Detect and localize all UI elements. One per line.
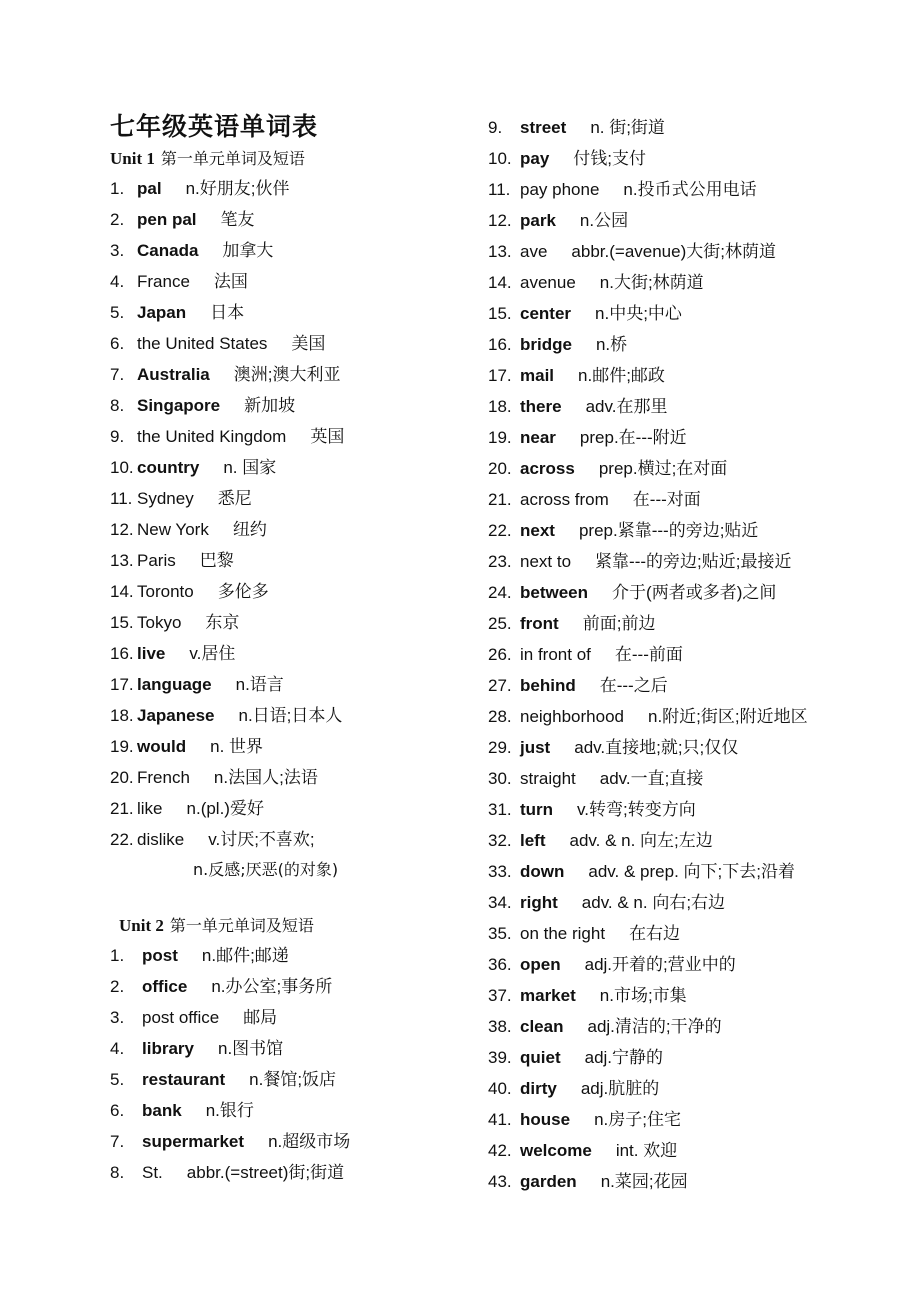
item-number: 29.: [488, 738, 512, 757]
page-title: 七年级英语单词表: [110, 112, 319, 141]
item-definition: 在右边: [629, 924, 681, 943]
item-definition: adv.直接地;就;只;仅仅: [574, 738, 739, 757]
item-word: near: [520, 428, 556, 447]
unit1-item-22-continuation: [193, 859, 338, 881]
item-word: across from: [520, 490, 609, 509]
item-number: 6.: [110, 1101, 125, 1120]
unit1-item-9: [110, 426, 344, 448]
unit2-item-1: [110, 945, 289, 967]
item-word: ave: [520, 242, 548, 261]
item-word: right: [520, 893, 558, 912]
unit1-heading: [110, 149, 305, 169]
unit2-item-r-24: [488, 830, 713, 852]
item-number: 43.: [488, 1172, 512, 1191]
item-word: turn: [520, 800, 554, 819]
item-number: 19.: [110, 737, 134, 756]
item-number: 16.: [488, 335, 512, 354]
item-definition: adj.宁静的: [584, 1048, 664, 1067]
item-definition: v.居住: [189, 644, 236, 663]
item-number: 37.: [488, 986, 512, 1005]
item-definition: adv.在那里: [585, 397, 668, 416]
item-definition: 在---前面: [614, 645, 683, 664]
unit2-item-r-14: [488, 520, 758, 542]
item-definition: n.大街;林荫道: [599, 273, 704, 292]
item-word: quiet: [520, 1048, 561, 1067]
unit2-item-5: [110, 1069, 336, 1091]
item-definition: 法国: [213, 272, 248, 291]
item-word: language: [137, 675, 212, 694]
item-word: on the right: [520, 924, 606, 943]
item-word: welcome: [520, 1141, 592, 1160]
item-definition: 美国: [291, 334, 326, 353]
item-number: 17.: [488, 366, 512, 385]
unit1-heading-text: 第一单元单词及短语: [160, 149, 305, 168]
item-word: down: [520, 862, 565, 881]
unit1-item-22: [110, 829, 315, 851]
unit1-item-3: [110, 240, 273, 262]
item-word: French: [137, 768, 190, 787]
item-word: Sydney: [137, 489, 194, 508]
unit2-heading: [119, 916, 314, 936]
item-word: street: [520, 118, 567, 137]
item-definition: 笔友: [220, 210, 255, 229]
item-definition: 东京: [205, 613, 240, 632]
item-definition: n.邮件;邮递: [201, 946, 289, 965]
item-definition: adj.肮脏的: [580, 1079, 660, 1098]
item-definition: n.日语;日本人: [238, 706, 343, 725]
unit2-item-r-10: [488, 396, 667, 418]
item-number: 7.: [110, 365, 125, 384]
unit1-item-21: [110, 798, 264, 820]
item-definition: 巴黎: [199, 551, 234, 570]
item-definition: abbr.(=avenue)大街;林荫道: [571, 242, 776, 261]
unit2-item-2: [110, 976, 332, 998]
unit2-item-r-2: [488, 148, 646, 170]
item-number: 4.: [110, 1039, 125, 1058]
unit1-item-14: [110, 581, 269, 603]
item-number: 15.: [488, 304, 512, 323]
unit2-item-r-34: [488, 1140, 677, 1162]
item-number: 16.: [110, 644, 134, 663]
item-number: 21.: [110, 799, 134, 818]
unit2-item-r-30: [488, 1016, 722, 1038]
item-word: front: [520, 614, 559, 633]
item-word: pen pal: [137, 210, 197, 229]
item-word: left: [520, 831, 546, 850]
item-definition: 前面;前边: [582, 614, 656, 633]
item-number: 25.: [488, 614, 512, 633]
unit2-item-r-35: [488, 1171, 688, 1193]
item-word: pay phone: [520, 180, 600, 199]
item-word: dislike: [137, 830, 185, 849]
item-word: pay: [520, 149, 550, 168]
item-definition: n.公园: [579, 211, 629, 230]
unit2-item-r-21: [488, 737, 738, 759]
item-definition: int. 欢迎: [615, 1141, 678, 1160]
item-number: 34.: [488, 893, 512, 912]
item-number: 11.: [110, 489, 133, 508]
unit2-item-r-23: [488, 799, 696, 821]
item-number: 42.: [488, 1141, 512, 1160]
item-definition: n.桥: [595, 335, 628, 354]
unit2-item-r-13: [488, 489, 701, 511]
unit2-item-r-8: [488, 334, 627, 356]
item-word: behind: [520, 676, 576, 695]
item-definition: n.邮件;邮政: [578, 366, 665, 385]
item-word: next: [520, 521, 555, 540]
item-definition: 在---对面: [632, 490, 701, 509]
item-number: 10.: [488, 149, 512, 168]
item-number: 21.: [488, 490, 512, 509]
unit2-item-r-25: [488, 861, 795, 883]
item-definition: n.图书馆: [217, 1039, 284, 1058]
item-word: garden: [520, 1172, 577, 1191]
item-number: 8.: [110, 1163, 125, 1182]
item-number: 20.: [110, 768, 134, 787]
item-number: 20.: [488, 459, 512, 478]
item-definition: n.语言: [235, 675, 284, 694]
unit1-item-8: [110, 395, 295, 417]
item-word: neighborhood: [520, 707, 624, 726]
unit1-item-11: [110, 488, 252, 510]
item-word: there: [520, 397, 562, 416]
item-number: 41.: [488, 1110, 512, 1129]
item-definition: n. 街;街道: [590, 118, 665, 137]
unit2-item-r-15: [488, 551, 791, 573]
item-number: 23.: [488, 552, 512, 571]
item-number: 13.: [488, 242, 512, 261]
item-number: 36.: [488, 955, 512, 974]
continuation-text: n.反感;厌恶(的对象): [193, 860, 339, 879]
item-number: 14.: [110, 582, 134, 601]
item-number: 2.: [110, 977, 125, 996]
item-definition: 介于(两者或多者)之间: [612, 583, 777, 602]
item-number: 15.: [110, 613, 134, 632]
unit1-item-10: [110, 457, 276, 479]
unit1-item-6: [110, 333, 325, 355]
unit2-item-r-4: [488, 210, 628, 232]
item-number: 7.: [110, 1132, 125, 1151]
item-number: 39.: [488, 1048, 512, 1067]
item-number: 11.: [488, 180, 511, 199]
unit2-item-r-22: [488, 768, 703, 790]
unit2-item-r-28: [488, 954, 736, 976]
item-definition: n.菜园;花园: [600, 1172, 688, 1191]
unit2-item-7: [110, 1131, 350, 1153]
unit2-item-8: [110, 1162, 344, 1184]
item-word: pal: [137, 179, 162, 198]
unit2-item-3: [110, 1007, 277, 1029]
unit1-item-19: [110, 736, 263, 758]
item-definition: n.附近;街区;附近地区: [647, 707, 808, 726]
item-number: 1.: [110, 946, 125, 965]
unit2-heading-text: 第一单元单词及短语: [169, 916, 314, 935]
unit2-item-r-3: [488, 179, 757, 201]
item-number: 8.: [110, 396, 125, 415]
item-definition: v.讨厌;不喜欢;: [208, 830, 315, 849]
unit1-item-4: [110, 271, 248, 293]
item-definition: 纽约: [232, 520, 267, 539]
item-number: 18.: [488, 397, 512, 416]
item-definition: 多伦多: [217, 582, 269, 601]
item-definition: 付钱;支付: [573, 149, 647, 168]
item-number: 19.: [488, 428, 512, 447]
item-number: 32.: [488, 831, 512, 850]
unit2-item-r-19: [488, 675, 668, 697]
item-word: mail: [520, 366, 555, 385]
item-word: Tokyo: [137, 613, 182, 632]
item-word: bridge: [520, 335, 572, 354]
item-word: supermarket: [142, 1132, 245, 1151]
item-number: 28.: [488, 707, 512, 726]
unit1-item-12: [110, 519, 267, 541]
unit2-item-r-1: [488, 117, 665, 139]
unit1-item-5: [110, 302, 244, 324]
unit1-item-1: [110, 178, 289, 200]
item-word: across: [520, 459, 575, 478]
item-definition: n.中央;中心: [595, 304, 682, 323]
item-word: would: [137, 737, 187, 756]
item-word: park: [520, 211, 556, 230]
unit2-item-4: [110, 1038, 283, 1060]
item-number: 1.: [110, 179, 125, 198]
unit2-item-r-33: [488, 1109, 681, 1131]
item-number: 30.: [488, 769, 512, 788]
item-word: live: [137, 644, 166, 663]
item-definition: n.市场;市集: [599, 986, 687, 1005]
item-word: the United States: [137, 334, 268, 353]
item-definition: 邮局: [243, 1008, 278, 1027]
item-word: house: [520, 1110, 571, 1129]
item-definition: n.(pl.)爱好: [186, 799, 264, 818]
item-word: just: [520, 738, 551, 757]
item-number: 18.: [110, 706, 134, 725]
item-definition: prep.横过;在对面: [598, 459, 728, 478]
unit2-item-r-7: [488, 303, 682, 325]
unit2-item-r-12: [488, 458, 727, 480]
unit1-item-15: [110, 612, 239, 634]
item-word: avenue: [520, 273, 576, 292]
item-word: Canada: [137, 241, 199, 260]
unit2-item-r-27: [488, 923, 680, 945]
item-definition: prep.紧靠---的旁边;贴近: [578, 521, 759, 540]
item-definition: 在---之后: [599, 676, 668, 695]
item-word: next to: [520, 552, 572, 571]
item-definition: n.好朋友;伙伴: [185, 179, 290, 198]
item-number: 24.: [488, 583, 512, 602]
item-number: 3.: [110, 241, 125, 260]
item-word: in front of: [520, 645, 591, 664]
item-number: 14.: [488, 273, 512, 292]
unit1-label: Unit 1: [110, 149, 155, 168]
item-definition: n. 世界: [210, 737, 264, 756]
item-definition: n.银行: [205, 1101, 254, 1120]
unit2-item-r-17: [488, 613, 655, 635]
item-number: 31.: [488, 800, 512, 819]
item-word: market: [520, 986, 576, 1005]
item-number: 5.: [110, 303, 125, 322]
unit2-item-6: [110, 1100, 254, 1122]
item-word: dirty: [520, 1079, 557, 1098]
item-definition: 悉尼: [217, 489, 252, 508]
item-word: between: [520, 583, 589, 602]
item-word: center: [520, 304, 572, 323]
item-number: 12.: [110, 520, 134, 539]
unit2-item-r-11: [488, 427, 687, 449]
item-word: New York: [137, 520, 209, 539]
item-definition: 英国: [310, 427, 345, 446]
item-definition: abbr.(=street)街;街道: [186, 1163, 345, 1182]
item-word: restaurant: [142, 1070, 226, 1089]
item-number: 17.: [110, 675, 134, 694]
item-definition: n.办公室;事务所: [211, 977, 333, 996]
item-number: 38.: [488, 1017, 512, 1036]
item-definition: n.餐馆;饭店: [249, 1070, 337, 1089]
item-number: 9.: [110, 427, 125, 446]
item-word: clean: [520, 1017, 564, 1036]
item-number: 5.: [110, 1070, 125, 1089]
unit2-item-r-20: [488, 706, 808, 728]
unit2-item-r-26: [488, 892, 725, 914]
unit2-item-r-29: [488, 985, 687, 1007]
item-definition: adv. & n. 向右;右边: [581, 893, 726, 912]
unit1-item-20: [110, 767, 318, 789]
unit1-item-13: [110, 550, 234, 572]
unit1-item-7: [110, 364, 340, 386]
unit1-item-2: [110, 209, 255, 231]
item-word: open: [520, 955, 561, 974]
unit2-item-r-18: [488, 644, 683, 666]
item-word: bank: [142, 1101, 182, 1120]
item-definition: adv. & prep. 向下;下去;沿着: [588, 862, 795, 881]
item-word: Paris: [137, 551, 176, 570]
unit2-item-r-16: [488, 582, 776, 604]
item-definition: n.法国人;法语: [213, 768, 318, 787]
item-definition: n.房子;住宅: [594, 1110, 681, 1129]
unit2-label: Unit 2: [119, 916, 164, 935]
item-number: 27.: [488, 676, 512, 695]
item-word: St.: [142, 1163, 163, 1182]
item-word: France: [137, 272, 190, 291]
item-word: post: [142, 946, 178, 965]
item-number: 13.: [110, 551, 134, 570]
item-word: library: [142, 1039, 194, 1058]
item-number: 33.: [488, 862, 512, 881]
item-definition: 加拿大: [222, 241, 274, 260]
unit2-item-r-9: [488, 365, 665, 387]
item-word: like: [137, 799, 163, 818]
item-definition: 紧靠---的旁边;贴近;最接近: [595, 552, 792, 571]
item-number: 12.: [488, 211, 512, 230]
item-word: country: [137, 458, 200, 477]
item-number: 3.: [110, 1008, 125, 1027]
item-number: 22.: [110, 830, 134, 849]
item-word: Australia: [137, 365, 210, 384]
unit1-item-17: [110, 674, 284, 696]
unit1-item-16: [110, 643, 235, 665]
item-word: office: [142, 977, 188, 996]
item-definition: 澳洲;澳大利亚: [233, 365, 341, 384]
item-word: straight: [520, 769, 576, 788]
item-definition: adv.一直;直接: [599, 769, 704, 788]
item-word: the United Kingdom: [137, 427, 287, 446]
item-word: Singapore: [137, 396, 221, 415]
item-definition: prep.在---附近: [579, 428, 687, 447]
item-number: 26.: [488, 645, 512, 664]
item-word: Japan: [137, 303, 187, 322]
unit2-item-r-31: [488, 1047, 663, 1069]
item-number: 10.: [110, 458, 134, 477]
item-number: 2.: [110, 210, 125, 229]
item-definition: n.投币式公用电话: [623, 180, 757, 199]
item-definition: 新加坡: [244, 396, 296, 415]
item-definition: 日本: [210, 303, 245, 322]
item-definition: adv. & n. 向左;左边: [569, 831, 713, 850]
item-definition: adj.清洁的;干净的: [587, 1017, 722, 1036]
unit2-item-r-5: [488, 241, 776, 263]
item-definition: n.超级市场: [268, 1132, 351, 1151]
item-word: Toronto: [137, 582, 194, 601]
item-definition: n. 国家: [223, 458, 277, 477]
item-number: 6.: [110, 334, 125, 353]
item-word: post office: [142, 1008, 220, 1027]
item-number: 22.: [488, 521, 512, 540]
unit1-item-18: [110, 705, 342, 727]
item-number: 9.: [488, 118, 503, 137]
item-number: 40.: [488, 1079, 512, 1098]
unit2-item-r-32: [488, 1078, 659, 1100]
item-definition: v.转弯;转变方向: [577, 800, 696, 819]
item-number: 4.: [110, 272, 125, 291]
item-definition: adj.开着的;营业中的: [584, 955, 736, 974]
item-number: 35.: [488, 924, 512, 943]
unit2-item-r-6: [488, 272, 704, 294]
item-word: Japanese: [137, 706, 215, 725]
